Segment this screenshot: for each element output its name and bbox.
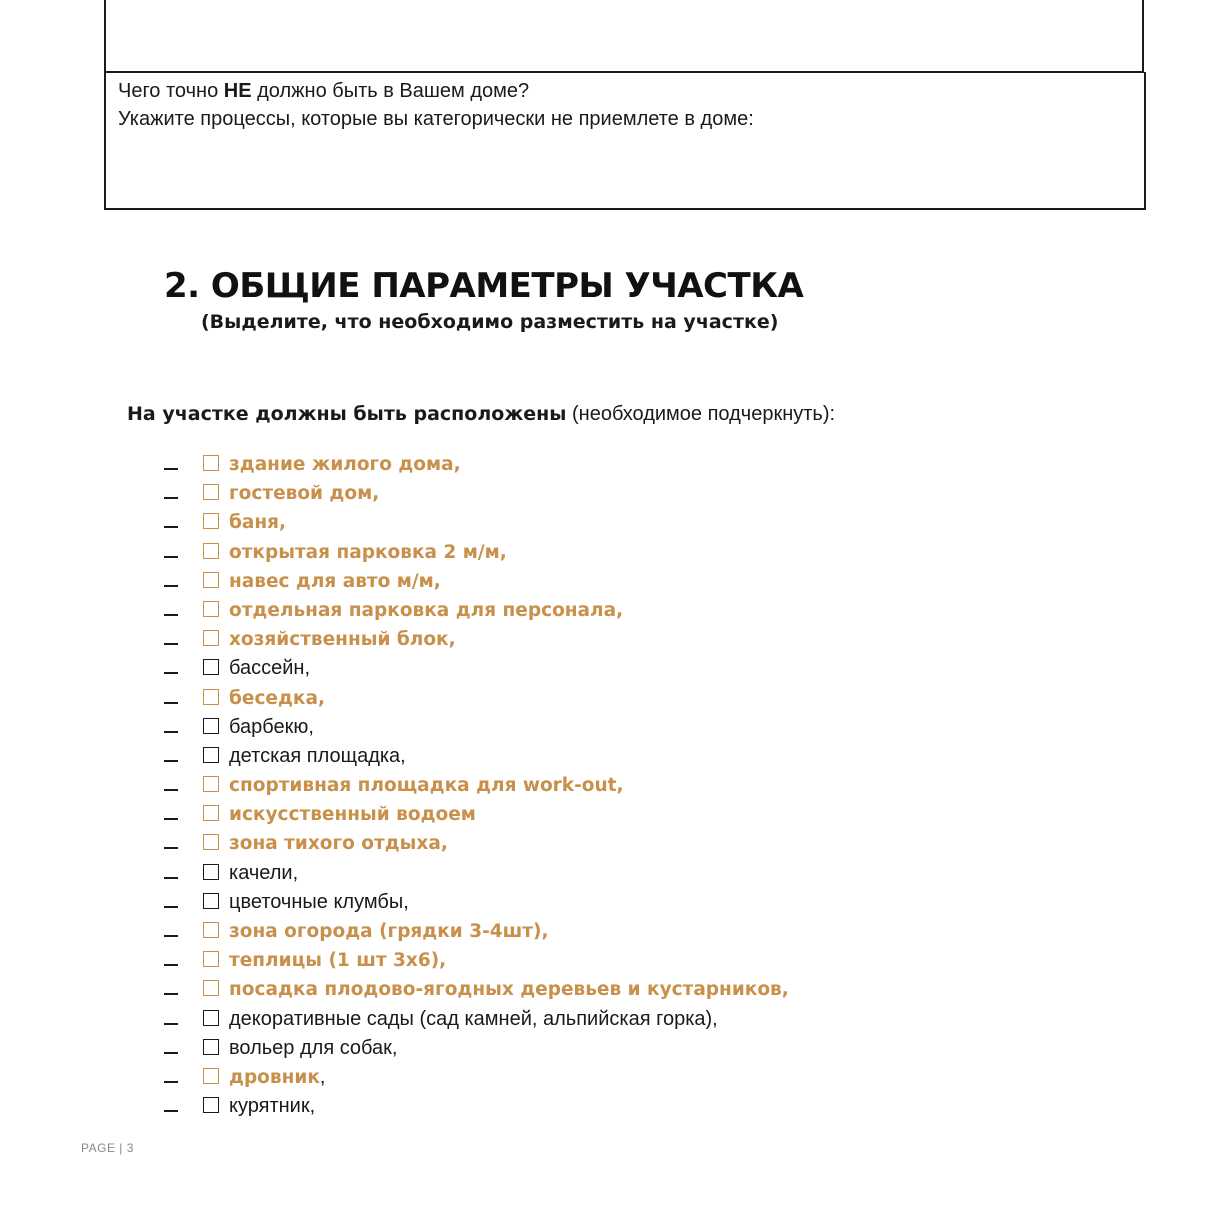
underline-blank <box>164 635 178 645</box>
checkbox[interactable] <box>203 1010 219 1026</box>
question-emphasis: НЕ <box>223 80 252 102</box>
underline-blank <box>164 898 178 908</box>
checklist-item-label: декоративные сады (сад камней, альпийская горка), <box>229 1007 718 1030</box>
checkbox[interactable] <box>203 689 219 705</box>
checklist-item-label: зона огорода (грядки 3-4шт), <box>229 921 549 942</box>
underline-blank <box>164 869 178 879</box>
question-line-1: Чего точно НЕ должно быть в Вашем доме? <box>118 80 530 102</box>
underline-blank <box>164 606 178 616</box>
underline-blank <box>164 839 178 849</box>
intro-rest: (необходимое подчеркнуть): <box>566 403 836 425</box>
checklist-item-label: дровник, <box>229 1065 326 1088</box>
section-subtitle: (Выделите, что необходимо разместить на участке) <box>201 311 779 333</box>
underline-blank <box>164 927 178 937</box>
section-title: 2. ОБЩИЕ ПАРАМЕТРЫ УЧАСТКА <box>164 266 804 306</box>
checklist-item-label: гостевой дом, <box>229 483 380 505</box>
checklist-item-label: посадка плодово-ягодных деревьев и кустарников, <box>229 979 789 1001</box>
checklist-item-label: качели, <box>229 861 299 884</box>
checklist-item-label: открытая парковка 2 м/м, <box>229 541 507 563</box>
checkbox[interactable] <box>203 864 219 880</box>
underline-blank <box>164 460 178 470</box>
checklist-item-label: навес для авто м/м, <box>229 570 441 592</box>
underline-blank <box>164 1044 178 1054</box>
checkbox[interactable] <box>203 1039 219 1055</box>
underline-blank <box>164 694 178 704</box>
checkbox[interactable] <box>203 922 219 938</box>
underline-blank <box>164 723 178 733</box>
underline-blank <box>164 664 178 674</box>
checklist-item-label: искусственный водоем <box>229 804 476 826</box>
checkbox[interactable] <box>203 484 219 500</box>
underline-blank <box>164 518 178 528</box>
checkbox[interactable] <box>203 951 219 967</box>
question-box <box>104 72 1146 210</box>
checkbox[interactable] <box>203 659 219 675</box>
checkbox[interactable] <box>203 805 219 821</box>
checkbox[interactable] <box>203 1068 219 1084</box>
checklist-item-label: курятник, <box>229 1095 316 1118</box>
checklist-item-label: теплицы (1 шт 3х6), <box>229 950 447 972</box>
checkbox[interactable] <box>203 601 219 617</box>
checkbox[interactable] <box>203 718 219 734</box>
checkbox[interactable] <box>203 980 219 996</box>
checkbox[interactable] <box>203 893 219 909</box>
checkbox[interactable] <box>203 776 219 792</box>
underline-blank <box>164 1015 178 1025</box>
checklist-item-label: отдельная парковка для персонала, <box>229 599 624 621</box>
checklist-item-label: вольер для собак, <box>229 1036 398 1059</box>
checkbox[interactable] <box>203 1097 219 1113</box>
checklist-item-label: цветочные клумбы, <box>229 890 409 913</box>
checklist-item-label: барбекю, <box>229 715 314 738</box>
checkbox[interactable] <box>203 455 219 471</box>
checklist-item-label: бассейн, <box>229 657 311 680</box>
checkbox[interactable] <box>203 834 219 850</box>
underline-blank <box>164 489 178 499</box>
checklist-item-label: хозяйственный блок, <box>229 629 456 651</box>
underline-blank <box>164 1073 178 1083</box>
checklist-item-label: баня, <box>229 512 287 534</box>
previous-answer-box <box>104 0 1144 72</box>
page-number: PAGE | 3 <box>81 1141 134 1155</box>
checklist-item-label: здание жилого дома, <box>229 454 461 475</box>
underline-blank <box>164 781 178 791</box>
underline-blank <box>164 548 178 558</box>
underline-blank <box>164 810 178 820</box>
underline-blank <box>164 985 178 995</box>
intro-bold: На участке должны быть расположены <box>127 403 567 425</box>
checklist-item-label: детская площадка, <box>229 744 406 767</box>
checklist-item-label: зона тихого отдыха, <box>229 833 448 855</box>
underline-blank <box>164 577 178 587</box>
underline-blank <box>164 752 178 762</box>
checkbox[interactable] <box>203 747 219 763</box>
checkbox[interactable] <box>203 630 219 646</box>
checklist-item-label: спортивная площадка для work-out, <box>229 775 624 797</box>
checkbox[interactable] <box>203 513 219 529</box>
underline-blank <box>164 956 178 966</box>
checkbox[interactable] <box>203 572 219 588</box>
checkbox[interactable] <box>203 543 219 559</box>
underline-blank <box>164 1102 178 1112</box>
checklist-item-label: беседка, <box>229 687 325 709</box>
question-line-2: Укажите процессы, которые вы категорически не приемлете в доме: <box>118 108 754 130</box>
intro-text <box>127 403 835 426</box>
